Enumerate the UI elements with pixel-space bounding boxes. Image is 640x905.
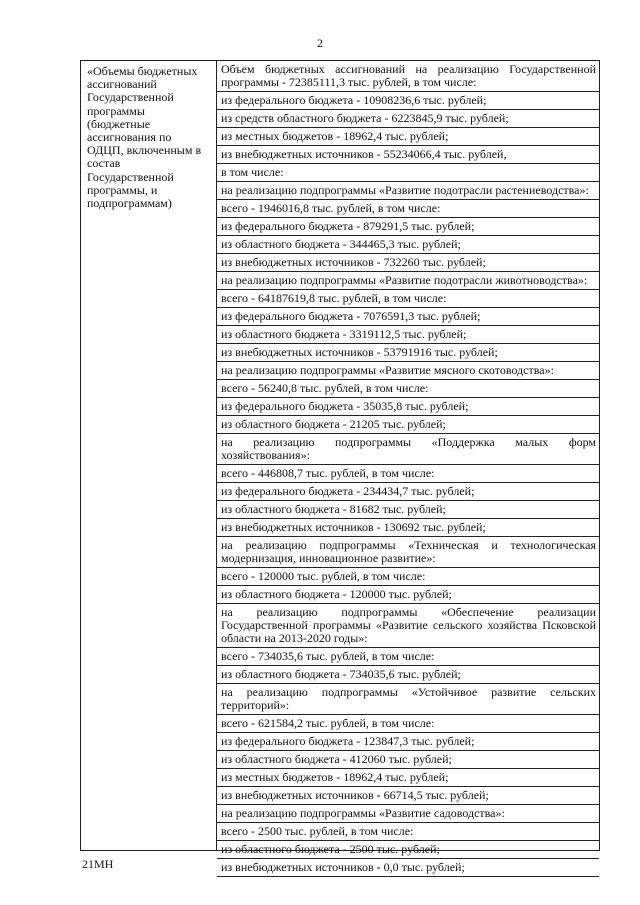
budget-line: из областного бюджета - 120000 тыс. рублей; xyxy=(217,586,599,604)
budget-line: из внебюджетных источников - 66714,5 тыс. рублей; xyxy=(217,787,599,805)
label-line: (бюджетные xyxy=(87,116,151,131)
budget-line: из внебюджетных источников - 0,0 тыс. рублей; xyxy=(217,859,599,877)
label-line: «Объемы бюджетных xyxy=(87,64,198,78)
budget-line: из областного бюджета - 81682 тыс. рублей; xyxy=(217,501,599,519)
budget-line: на реализацию подпрограммы «Развитие подотрасли растениеводства»: xyxy=(217,182,599,200)
budget-line: всего - 1946016,8 тыс. рублей, в том числе: xyxy=(217,200,599,218)
label-line: Государственной xyxy=(87,169,174,184)
budget-line: всего - 621584,2 тыс. рублей, в том числе: xyxy=(217,715,599,733)
budget-line: на реализацию подпрограммы «Развитие подотрасли животноводства»: xyxy=(217,272,599,290)
budget-line: Объем бюджетных ассигнований на реализацию Государственной программы - 72385111,3 тыс. рублей, в том числе: xyxy=(217,61,599,92)
page-number: 2 xyxy=(317,36,323,50)
budget-line: на реализацию подпрограммы «Обеспечение реализации Государственной программы «Развитие сельского хозяйства Псковской области на 2013-2020 годы»: xyxy=(217,604,599,648)
value-cell xyxy=(217,61,599,874)
label-line: ассигнования по xyxy=(87,130,172,145)
budget-line: из внебюджетных источников - 55234066,4 тыс. рублей, xyxy=(217,146,599,164)
label-line: программы, и xyxy=(87,182,158,197)
budget-line: из федерального бюджета - 35035,8 тыс. рублей; xyxy=(217,398,599,416)
budget-line: из местных бюджетов - 18962,4 тыс. рублей; xyxy=(217,128,599,146)
budget-line: на реализацию подпрограммы «Техническая и технологическая модернизация, инновационное развитие»: xyxy=(217,537,599,568)
budget-line: на реализацию подпрограммы «Развитие садоводства»: xyxy=(217,805,599,823)
budget-line: из областного бюджета - 21205 тыс. рублей; xyxy=(217,416,599,434)
budget-line: всего - 56240,8 тыс. рублей, в том числе: xyxy=(217,380,599,398)
label-line: ОДЦП, включенным в xyxy=(87,143,202,158)
budget-line: из внебюджетных источников - 732260 тыс. рублей; xyxy=(217,254,599,272)
budget-line: на реализацию подпрограммы «Устойчивое развитие сельских территорий»: xyxy=(217,684,599,715)
budget-line: всего - 120000 тыс. рублей, в том числе: xyxy=(217,568,599,586)
budget-line: на реализацию подпрограммы «Развитие мясного скотоводства»: xyxy=(217,362,599,380)
label-line: состав xyxy=(87,156,121,171)
budget-line: из федерального бюджета - 7076591,3 тыс. рублей; xyxy=(217,308,599,326)
budget-line: всего - 734035,6 тыс. рублей, в том числе: xyxy=(217,648,599,666)
budget-line: из федерального бюджета - 123847,3 тыс. рублей; xyxy=(217,733,599,751)
budget-line: из областного бюджета - 412060 тыс. рублей; xyxy=(217,751,599,769)
budget-line: из внебюджетных источников - 130692 тыс. рублей; xyxy=(217,519,599,537)
budget-line: из федерального бюджета - 879291,5 тыс. рублей; xyxy=(217,218,599,236)
label-line: программы xyxy=(87,103,145,118)
budget-line: из местных бюджетов - 18962,4 тыс. рублей; xyxy=(217,769,599,787)
label-cell xyxy=(87,65,213,210)
budget-line: из областного бюджета - 3319112,5 тыс. рублей; xyxy=(217,326,599,344)
budget-line: из федерального бюджета - 234434,7 тыс. рублей; xyxy=(217,483,599,501)
budget-line: из федерального бюджета - 10908236,6 тыс. рублей; xyxy=(217,92,599,110)
label-line: подпрограммам) xyxy=(87,196,172,211)
document-code: 21МН xyxy=(82,857,114,871)
label-line: Государственной xyxy=(87,90,174,105)
budget-line: на реализацию подпрограммы «Поддержка малых форм хозяйствования»: xyxy=(217,434,599,465)
budget-line: из средств областного бюджета - 6223845,9 тыс. рублей; xyxy=(217,110,599,128)
budget-line: всего - 446808,7 тыс. рублей, в том числе: xyxy=(217,465,599,483)
budget-line: всего - 2500 тыс. рублей, в том числе: xyxy=(217,823,599,841)
budget-line: из областного бюджета - 2500 тыс. рублей; xyxy=(217,841,599,859)
label-line: ассигнований xyxy=(87,77,157,92)
budget-line: из областного бюджета - 734035,6 тыс. рублей; xyxy=(217,666,599,684)
budget-line: из областного бюджета - 344465,3 тыс. рублей; xyxy=(217,236,599,254)
budget-line: всего - 64187619,8 тыс. рублей, в том числе: xyxy=(217,290,599,308)
budget-line: из внебюджетных источников - 53791916 тыс. рублей; xyxy=(217,344,599,362)
budget-line: в том числе: xyxy=(217,164,599,182)
